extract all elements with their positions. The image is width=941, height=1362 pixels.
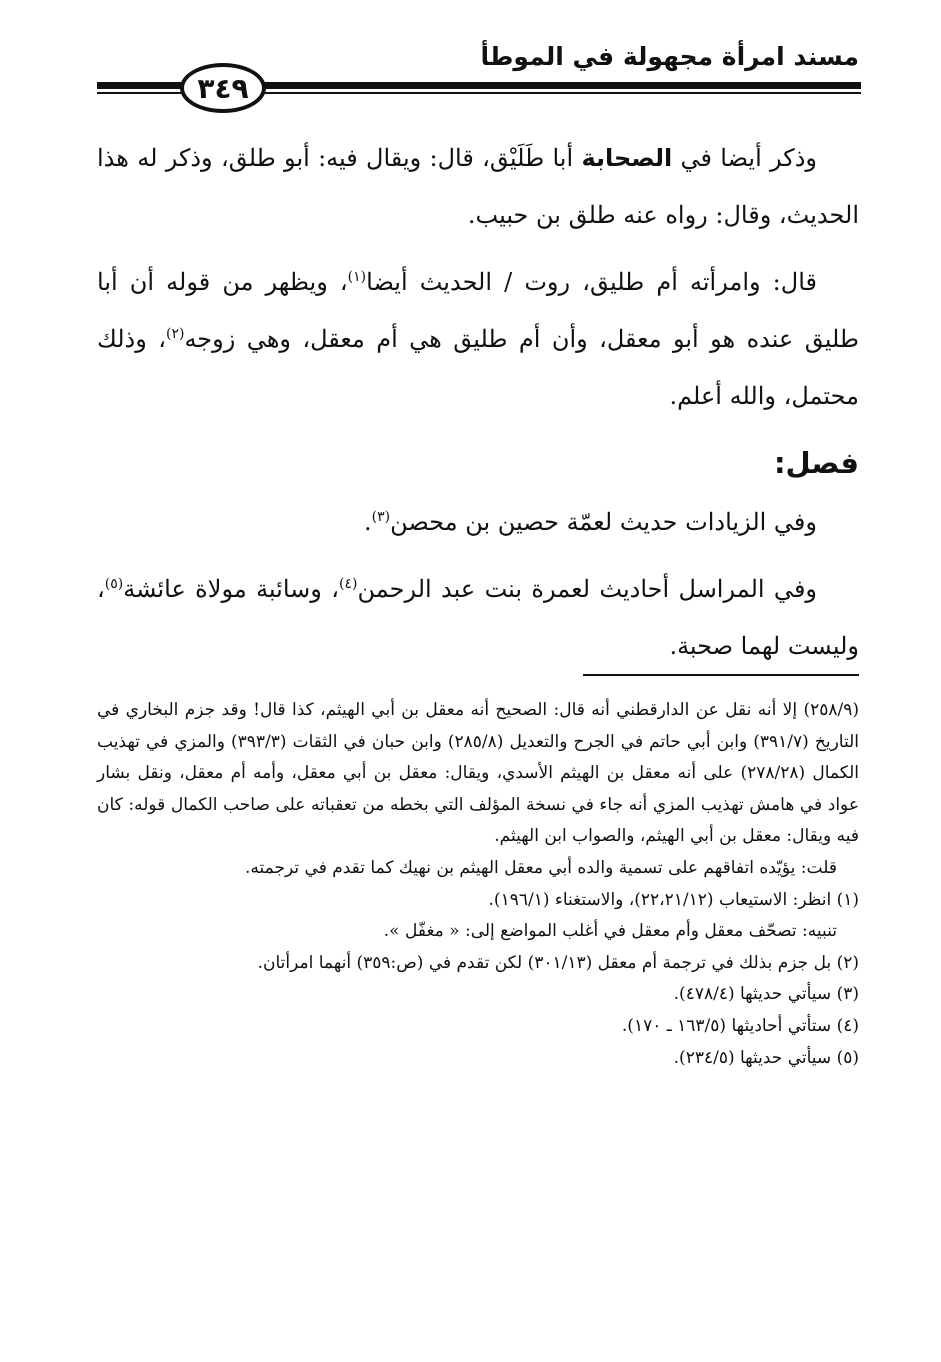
footnote-5: (٥) سيأتي حديثها (٢٣٤/٥). <box>673 1047 859 1068</box>
footnote-ref-1[interactable]: (١) <box>347 269 367 285</box>
footnote-ref-5[interactable]: (٥) <box>104 576 124 592</box>
paragraph-1: وذكر أيضا في الصحابة أبا طَلَيْق، قال: ويقال فيه: أبو طلق، وذكر له هذا الحديث، وقال: رواه عنه طلق بن حبيب. <box>97 144 859 229</box>
footnote-ref-3[interactable]: (٣) <box>371 509 391 525</box>
footnote-3: (٣) سيأتي حديثها (٤٧٨/٤). <box>673 984 859 1005</box>
page-number: ٣٤٩ <box>180 63 266 113</box>
footnote-2: (٢) بل جزم بذلك في ترجمة أم معقل (٣٠١/١٣) لكن تقدم في (ص:٣٥٩) أنهما امرأتان. <box>257 952 859 973</box>
bold-term: الصحابة <box>581 144 673 172</box>
paragraph-4: وفي المراسل أحاديث لعمرة بنت عبد الرحمن$^{(٤)}$، وسائبة مولاة عائشة$^{(٥)}$، وليست لهما صحبة. <box>97 575 859 660</box>
footnote-carryover: (٢٥٨/٩) إلا أنه نقل عن الدارقطني أنه قال: الصحيح أنه معقل بن أبي الهيثم، كذا قال! وقد جزم البخاري في التاريخ (٣٩١/٧) وابن أبي حاتم في الجرح والتعديل (٢٨٥/٨) وابن حبان في الثقات (٣٩٣/٣) والمزي في تهذيب الكمال (٢٧٨/٢٨) على أنه معقل بن الهيثم الأسدي، ويقال: معقل بن أبي معقل، وأمه أم معقل، ونقل بشار عواد في هامش تهذيب المزي أنه جاء في نسخة المؤلف التي بخطه من تعقباته على صاحب الكمال قوله: كان فيه ويقال: معقل بن أبي الهيثم، والصواب ابن الهيثم. <box>97 700 860 847</box>
footnote-ref-2[interactable]: (٢) <box>165 326 185 342</box>
paragraph-2: قال: وامرأته أم طليق، روت / الحديث أيضا$^{(١)}$، ويظهر من قوله أن أبا طليق عنده هو أبو معقل، وأن أم طليق هي أم معقل، وهي زوجه$^{(٢)}$، وذلك محتمل، والله أعلم. <box>97 268 859 410</box>
main-text <box>97 130 859 685</box>
section-heading: فصل: <box>773 446 859 480</box>
running-title: مسند امرأة مجهولة في الموطأ <box>480 42 859 71</box>
footnote-4: (٤) ستأتي أحاديثها (١٦٣/٥ ـ ١٧٠). <box>621 1015 859 1036</box>
footnote-separator <box>583 674 859 676</box>
footnote-ref-4[interactable]: (٤) <box>339 576 358 592</box>
footnote-1-note: تنبيه: تصحّف معقل وأم معقل في أغلب المواضع إلى: « مغفّل ». <box>383 921 837 942</box>
footnote-1: (١) انظر: الاستيعاب (٢٢،٢١/١٢)، والاستغناء (١٩٦/١). <box>488 889 859 910</box>
footnote-qultu: قلت: يؤيّده اتفاقهم على تسمية والده أبي معقل الهيثم بن نهيك كما تقدم في ترجمته. <box>245 857 837 878</box>
footnotes <box>97 695 859 1074</box>
paragraph-3: وفي الزيادات حديث لعمّة حصين بن محصن$^{(٣)}$. <box>364 508 817 536</box>
